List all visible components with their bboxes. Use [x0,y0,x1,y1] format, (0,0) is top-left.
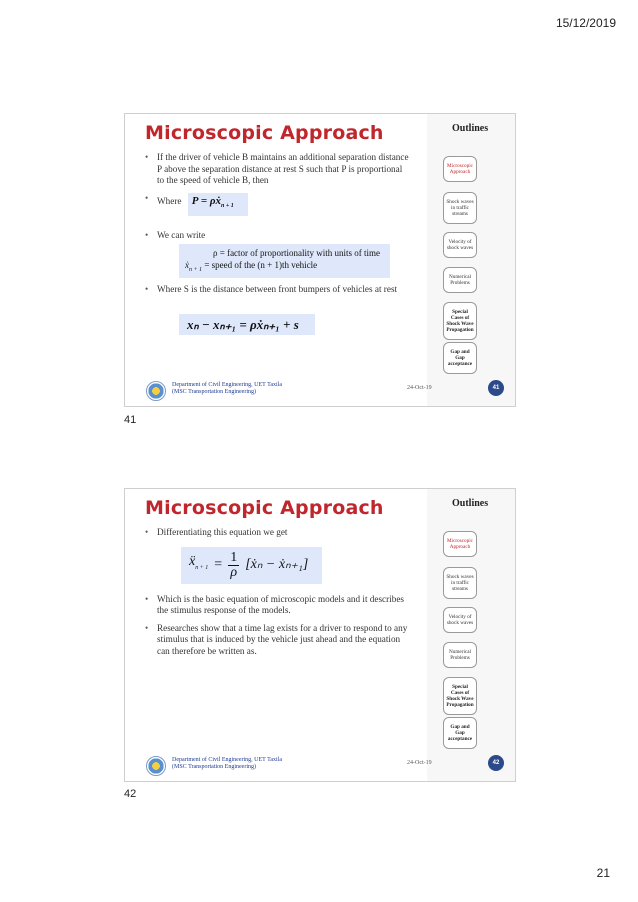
slide-number-badge: 41 [488,380,504,396]
equation-p: P = ρẋ$_{n + 1}$ [188,193,248,217]
equation-definitions: ρ = factor of proportionality with units of time ẋ$_{n + 1}$ = speed of the (n + 1)th vehicle [179,244,390,279]
outline-item-microscopic[interactable]: Microscopic Approach [443,156,477,182]
slide-content [143,152,411,335]
bullet: • Where P = ρẋ$_{n + 1}$ [143,193,411,217]
equation-main: xₙ − xₙ₊₁ = ρẋₙ₊₁ + s [179,314,315,336]
bullet: • If the driver of vehicle B maintains an additional separation distance P above the separation distance at rest S such that P is proportional to the speed of vehicle B, then [145,152,409,185]
outline-item-gap[interactable]: Gap and Gap acceptance [443,717,477,749]
footer-date: 24-Oct-19 [407,760,432,766]
slide-41 [124,113,516,407]
slide-title: Microscopic Approach [145,122,384,144]
footer-department: Department of Civil Engineering, UET Taxila (MSC Transportation Engineering) [172,757,282,770]
university-logo [146,381,166,401]
slide-42 [124,488,516,782]
footer-department: Department of Civil Engineering, UET Taxila (MSC Transportation Engineering) [172,382,282,395]
outline-item-special-cases[interactable]: Special Cases of Shock Wave Propagation [443,677,477,715]
outlines-title: Outlines [452,123,489,134]
equation-acceleration: ẍ$_{n + 1}$ = $\frac{1}{\rho}$ [ẋₙ − ẋₙ₊₁] [181,547,322,584]
print-date: 15/12/2019 [555,16,616,30]
bullet: • Where S is the distance between front bumpers of vehicles at rest [145,284,398,295]
bullet: • Researches show that a time lag exists for a driver to respond to any stimulus that is induced by the vehicle just ahead and the equation can therefore be written as. [145,622,408,656]
slide-number-badge: 42 [488,755,504,771]
slide-title: Microscopic Approach [145,497,384,519]
outline-item-velocity[interactable]: Velocity of shock waves [443,232,477,258]
slide-label: 42 [124,788,137,800]
slide-label: 41 [124,414,137,426]
bullet: • Differentiating this equation we get [145,527,288,537]
outline-item-shock-waves[interactable]: Shock waves in traffic streams [443,567,477,599]
outline-item-special-cases[interactable]: Special Cases of Shock Wave Propagation [443,302,477,340]
slide-content [143,527,411,661]
outline-item-velocity[interactable]: Velocity of shock waves [443,607,477,633]
outline-item-numerical[interactable]: Numerical Problems [443,642,477,668]
outlines-title: Outlines [452,498,489,509]
footer-date: 24-Oct-19 [407,385,432,391]
bullet: • Which is the basic equation of microscopic models and it describes the stimulus response of the models. [145,593,404,615]
page-number: 21 [596,866,610,880]
outline-item-microscopic[interactable]: Microscopic Approach [443,531,477,557]
outline-item-shock-waves[interactable]: Shock waves in traffic streams [443,192,477,224]
outline-item-numerical[interactable]: Numerical Problems [443,267,477,293]
outline-item-gap[interactable]: Gap and Gap acceptance [443,342,477,374]
bullet: • We can write [145,230,206,241]
university-logo [146,756,166,776]
